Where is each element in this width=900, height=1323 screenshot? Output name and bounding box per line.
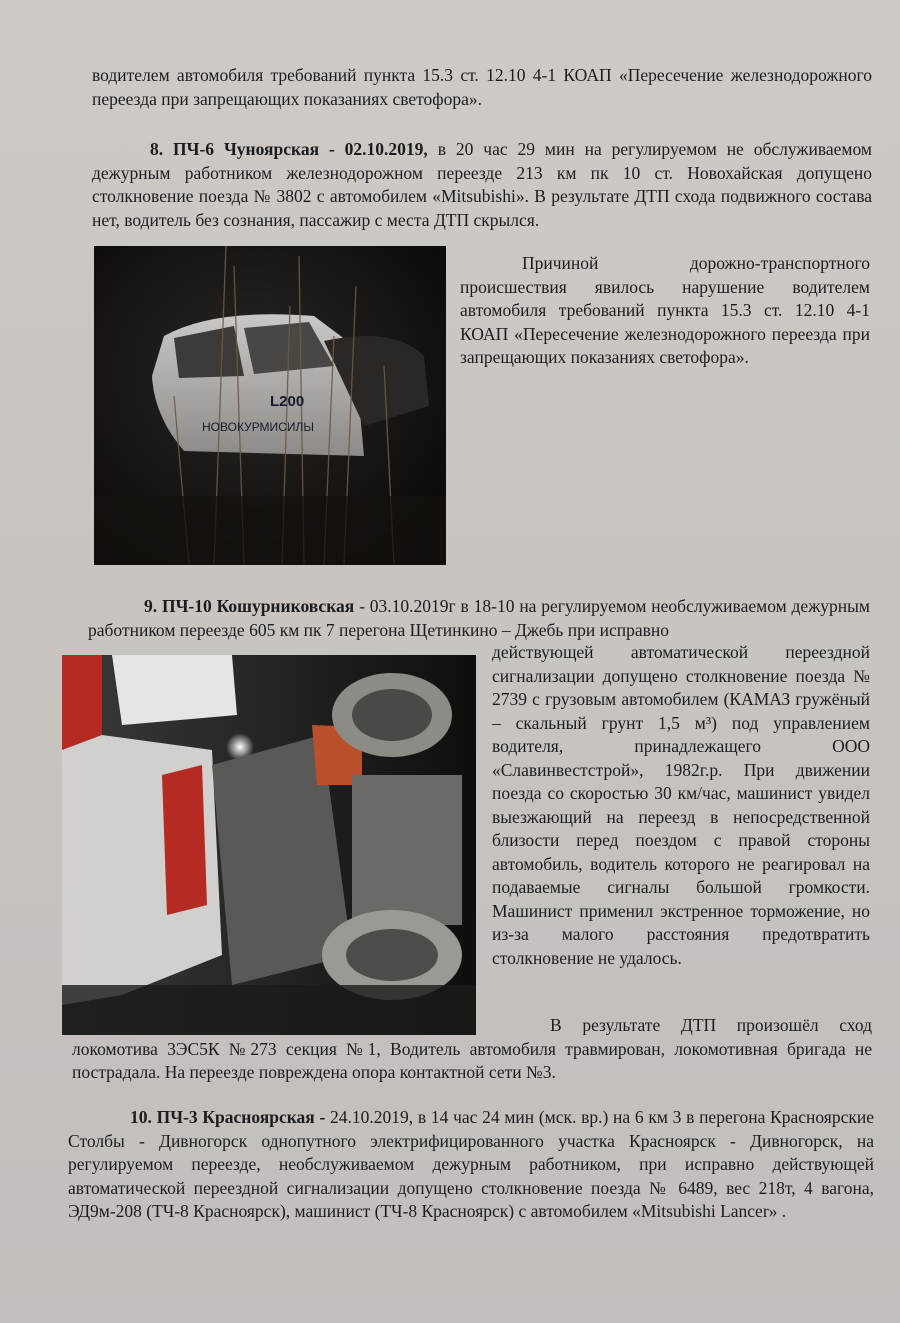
car-accident-photo (94, 246, 446, 565)
incident-9-details-paragraph: действующей автоматической переездной сигнализации допущено столкновение поезда № 2739 с грузовым автомобилем (КАМАЗ гружёный – скальный грунт 1,5 м³) под управлением водителя, принадлежащего ООО «Славинвестстрой», 1982г.р. При движении поезда со скоростью 30 км/час, машинист увидел выезжающий на переезд в непосредственной близости перед поездом с правой стороны автомобиль, водитель которого не реагировал на подаваемые сигналы большой громкости. Машинист применил экстренное торможение, но из-за малого расстояния предотвратить столкновение не удалось. (492, 642, 870, 968)
incident-8-cause-paragraph: Причиной дорожно-транспортного происшествия явилось нарушение водителем автомобиля требований пункта 15.3 ст. 12.10 4-1 КОАП «Пересечение железнодорожного переезда при запрещающих показаниях светофора». (460, 253, 870, 367)
incident-9-heading: 9. ПЧ-10 Кошурниковская (144, 596, 355, 616)
incident-8-paragraph (92, 138, 872, 232)
incident-10-paragraph (68, 1106, 874, 1224)
incident-10-body: 24.10.2019, в 14 час 24 мин (мск. вр.) на 6 км 3 в перегона Красноярские Столбы - Дивногорск однопутного электрифицированного участка Красноярск - Дивногорск, на регулируемом переезде, необслуживаемом дежурным работником, при исправно действующей автоматической переездной сигнализации допущено столкновение поезда № 6489, вес 218т, 4 вагона, ЭД9м-208 (ТЧ-8 Красноярск), машинист (ТЧ-8 Красноярск) с автомобилем «Mitsubishi Lancer» . (68, 1107, 874, 1221)
incident-8-heading: 8. ПЧ-6 Чуноярская - 02.10.2019, (150, 139, 428, 159)
locomotive-truck-collision-photo (62, 655, 476, 1035)
incident-9-lead-paragraph (88, 595, 870, 642)
incident-9-lead: - 03.10.2019г в 18-10 на регулируемом необслуживаемом дежурным работником переезде 605 км пк 7 перегона Щетинкино – Джебь при исправно (88, 596, 870, 640)
car-lettering-bottom: НОВОКУРМИСИЛЫ (202, 420, 314, 434)
incident-8-body: в 20 час 29 мин на регулируемом не обслуживаемом дежурным работником железнодорожном переезде 213 км пк 10 ст. Новохайская допущено столкновение поезда № 3802 с автомобилем «Mitsubishi». В результате ДТП схода подвижного состава нет, водитель без сознания, пассажир с места ДТП скрылся. (92, 139, 872, 230)
intro-paragraph: водителем автомобиля требований пункта 15.3 ст. 12.10 4-1 КОАП «Пересечение железнодорожного переезда при запрещающих показаниях светофора». (92, 65, 872, 109)
incident-9-result-paragraph: В результате ДТП произошёл сход локомотива 3ЭС5К №273 секция №1, Водитель автомобиля травмирован, локомотивная бригада не пострадала. На переезде повреждена опора контактной сети №3. (72, 1015, 872, 1082)
car-lettering-top: L200 (270, 393, 305, 410)
incident-10-heading: 10. ПЧ-3 Красноярская - (130, 1107, 326, 1127)
